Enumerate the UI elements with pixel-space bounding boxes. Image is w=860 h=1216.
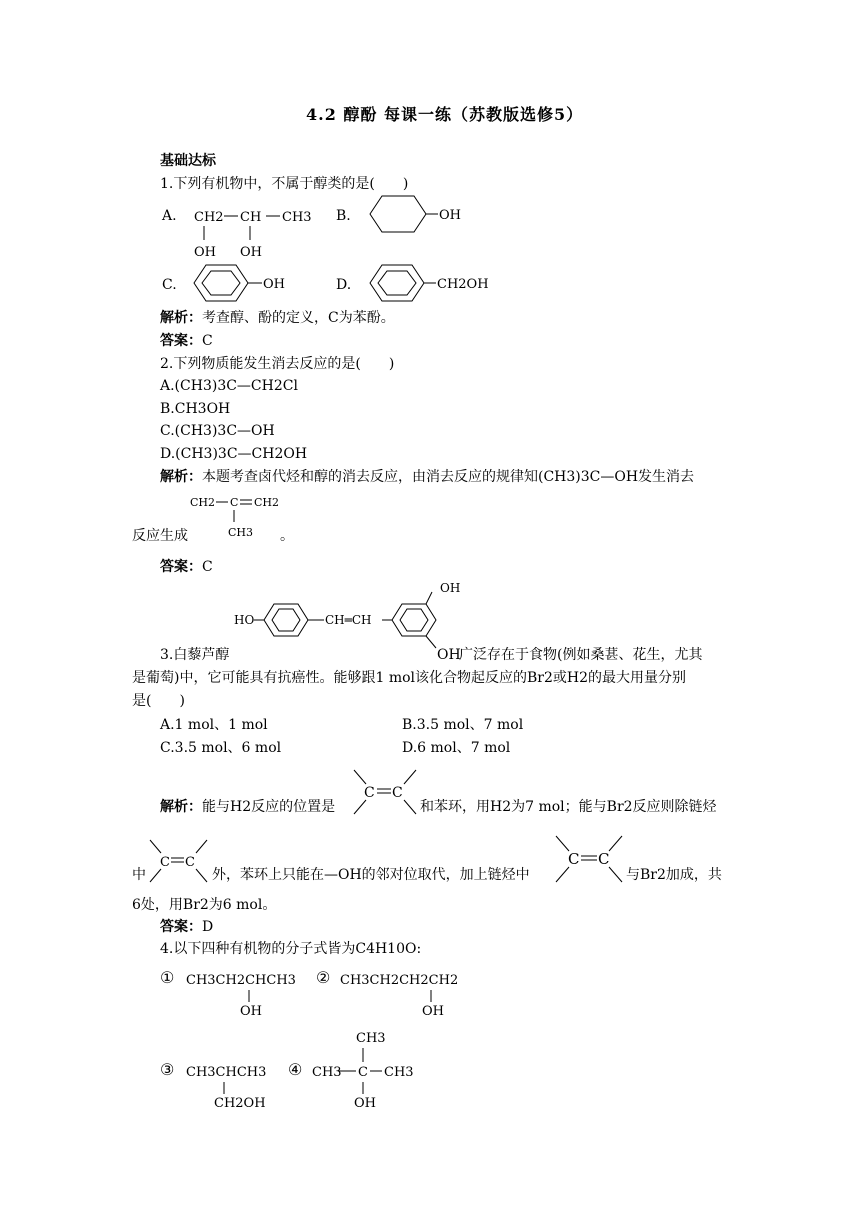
formula-text: CH2OH xyxy=(437,277,489,292)
formula-text: HO xyxy=(234,613,255,627)
q2-option-c: C.(CH3)3C—OH xyxy=(160,423,275,439)
q2-answer: 答案：C xyxy=(160,559,213,575)
formula-text: OH xyxy=(240,245,262,260)
section-heading: 基础达标 xyxy=(160,153,216,169)
formula-text: CH2 xyxy=(190,496,216,509)
q2-product-structure xyxy=(188,490,288,546)
q1-option-a-label: A. xyxy=(162,208,177,224)
q1-structure-b-cyclohexanol xyxy=(362,194,472,238)
formula-text: C xyxy=(392,785,403,801)
formula-text: C xyxy=(230,496,239,509)
formula-text: C xyxy=(568,850,580,868)
q3-stem-suffix: 广泛存在于食物(例如桑葚、花生，尤其 xyxy=(459,647,703,663)
formula-text: OH xyxy=(439,208,461,223)
q4-structures xyxy=(160,962,460,1114)
q3-answer: 答案：D xyxy=(160,919,214,935)
q3-option-a: A.1 mol、1 mol xyxy=(160,717,268,733)
q3-analysis-a: 解析：能与H2反应的位置是 xyxy=(160,799,336,815)
q3-analysis-b: 和苯环，用H2为7 mol；能与Br2反应则除链烃 xyxy=(420,799,717,815)
formula-text: CH3 xyxy=(228,526,254,539)
q1-answer: 答案：C xyxy=(160,333,213,349)
page-title: 4.2 醇酚 每课一练（苏教版选修5） xyxy=(306,105,584,124)
formula-text: ③ xyxy=(160,1060,175,1079)
formula-text: OH xyxy=(422,1004,444,1019)
formula-text: CH3 xyxy=(356,1031,386,1046)
formula-text: C xyxy=(598,850,610,868)
alkene-double-bond-icon xyxy=(350,766,420,818)
q3-resveratrol-structure xyxy=(232,578,472,664)
q3-stem-prefix: 3.白藜芦醇 xyxy=(160,647,230,663)
alkene-double-bond-icon xyxy=(146,836,212,886)
alkene-double-bond-icon xyxy=(552,832,626,886)
q2-analysis: 解析：本题考查卤代烃和醇的消去反应，由消去反应的规律知(CH3)3C—OH发生消去 xyxy=(160,469,695,485)
formula-text: CH3CH2CHCH3 xyxy=(186,973,296,988)
q3-stem-line2: 是葡萄)中，它可能具有抗癌性。能够跟1 mol该化合物起反应的Br2或H2的最大用量分别 xyxy=(132,670,687,686)
formula-text: CH2 xyxy=(254,496,280,509)
q3-option-c: C.3.5 mol、6 mol xyxy=(160,740,282,756)
formula-text: OH xyxy=(440,581,461,595)
formula-text: CH2OH xyxy=(214,1096,266,1111)
q3-stem-line3: 是( ) xyxy=(132,693,185,709)
q1-structure-c-phenol xyxy=(186,262,296,308)
formula-text: CH xyxy=(240,210,262,225)
q1-option-c-label: C. xyxy=(162,277,177,293)
q1-analysis: 解析：考查醇、酚的定义，C为苯酚。 xyxy=(160,310,395,326)
q4-stem: 4.以下四种有机物的分子式皆为C4H10O: xyxy=(160,941,422,957)
formula-text: OH xyxy=(263,277,285,292)
formula-text: CH2 xyxy=(194,210,224,225)
q3-analysis-d: 外，苯环上只能在—OH的邻对位取代，加上链烃中 xyxy=(212,867,530,883)
formula-text: OH xyxy=(194,245,216,260)
formula-text: C xyxy=(364,785,375,801)
q3-analysis-c: 中 xyxy=(132,867,146,883)
formula-text: CH3 xyxy=(282,210,312,225)
q1-option-d-label: D. xyxy=(336,277,352,293)
formula-text: OH xyxy=(354,1096,376,1111)
q3-option-b: B.3.5 mol、7 mol xyxy=(402,717,524,733)
q3-analysis-e: 与Br2加成，共 xyxy=(626,867,722,883)
q2-analysis-line2: 反应生成 xyxy=(132,528,188,544)
q1-structure-d-benzyl-alcohol xyxy=(362,262,492,308)
q2-option-a: A.(CH3)3C—CH2Cl xyxy=(160,378,298,394)
q2-option-b: B.CH3OH xyxy=(160,401,231,417)
formula-text: CH3CHCH3 xyxy=(186,1065,267,1080)
q1-stem: 1.下列有机物中，不属于醇类的是( ) xyxy=(160,176,409,192)
q1-option-b-label: B. xyxy=(336,208,351,224)
formula-text: CH3 xyxy=(384,1065,414,1080)
formula-text: ② xyxy=(316,968,331,987)
formula-text: OH xyxy=(240,1004,262,1019)
q2-analysis-end: 。 xyxy=(280,528,294,544)
q1-structure-a xyxy=(190,200,330,262)
q2-stem: 2.下列物质能发生消去反应的是( ) xyxy=(160,356,395,372)
formula-text: CH3 xyxy=(312,1065,342,1080)
q3-analysis-f: 6处，用Br2为6 mol。 xyxy=(132,897,277,913)
formula-text: C xyxy=(358,1065,368,1080)
formula-text: ④ xyxy=(288,1060,303,1079)
q2-option-d: D.(CH3)3C—CH2OH xyxy=(160,446,308,462)
formula-text: C xyxy=(185,855,195,870)
formula-text: CH═CH xyxy=(325,613,372,627)
q3-option-d: D.6 mol、7 mol xyxy=(402,740,511,756)
formula-text: ① xyxy=(160,968,175,987)
formula-text: CH3CH2CH2CH2 xyxy=(340,973,459,988)
formula-text: C xyxy=(160,855,170,870)
q3-oh-label: OH xyxy=(437,647,461,663)
